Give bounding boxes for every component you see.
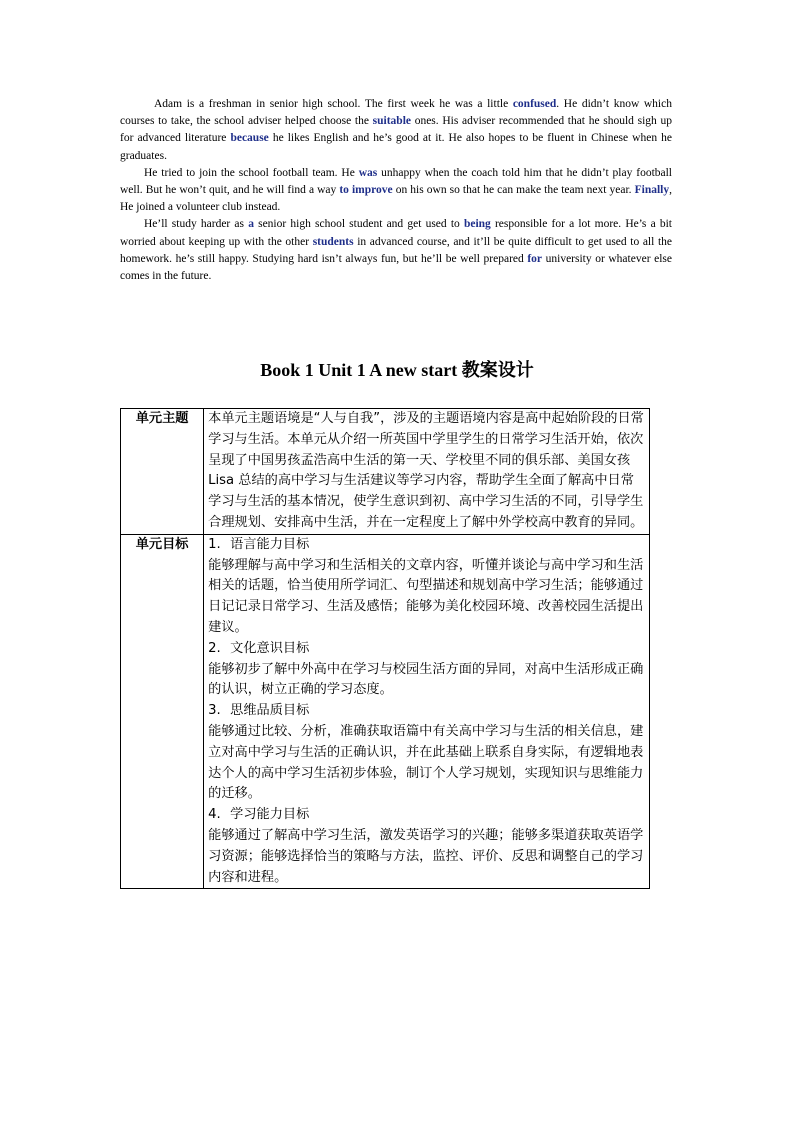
- table-row-goals: [121, 534, 650, 889]
- highlighted-word: to improve: [339, 184, 393, 197]
- passage-text: Adam is a freshman in senior high school. The first week he was a little: [154, 98, 513, 110]
- goal-text: 能够通过比较、分析，准确获取语篇中有关高中学习与生活的相关信息，建立对高中学习与生活的正确认识，并在此基础上联系自身实际，有逻辑地表达个人的高中学习生活初步体验，制订个人学习规划，实现知识与思维能力的迁移。: [208, 723, 644, 802]
- theme-text: 本单元主题语境是“人与自我”，涉及的主题语境内容是高中起始阶段的日常学习与生活。本单元从介绍一所英国中学里学生的日常学习生活开始，依次呈现了中国男孩孟浩高中生活的第一天、学校里不同的俱乐部、美国女孩 Lisa 总结的高中学习与生活建议等学习内容，帮助学生全面了解高中日常学习与生活的基本情况，使学生意识到初、高中学习生活的不同，引导学生合理规划、安排高中生活，并在一定程度上了解中外学校高中教育的异同。: [204, 409, 650, 535]
- goal-heading: 思维品质目标: [230, 703, 310, 719]
- goal-item-4: [208, 805, 645, 888]
- goal-heading: 语言能力目标: [230, 536, 310, 552]
- goal-heading: 文化意识目标: [230, 640, 310, 656]
- goal-item-2: [208, 639, 645, 701]
- passage-paragraph-3: [120, 216, 672, 285]
- passage-text: university or whatever else comes in the future.: [120, 252, 672, 283]
- passage-text: on his own so that he can make the team next year.: [392, 184, 635, 197]
- highlighted-word: students: [312, 235, 354, 248]
- passage-text: . He didn’t know which courses to take, the school adviser helped choose the: [120, 98, 672, 128]
- highlighted-word: Finally: [634, 184, 670, 197]
- goal-item-3: [208, 701, 645, 805]
- passage-text: He tried to join the school football team. He: [144, 166, 359, 179]
- passage-text: senior high school student and get used to: [253, 218, 464, 231]
- goal-number: 3.: [208, 703, 221, 719]
- goal-text: 能够理解与高中学习和生活相关的文章内容，听懂并谈论与高中学习和生活相关的话题，恰当使用所学词汇、句型描述和规划高中学习生活；能够通过日记记录日常学习、生活及感悟；能够为美化校园环境、改善校园生活提出建议。: [208, 557, 644, 635]
- goals-cell: [204, 534, 650, 889]
- highlighted-word: being: [463, 218, 491, 231]
- theme-label: 单元主题: [121, 409, 204, 535]
- lesson-plan-table: [120, 408, 650, 889]
- passage-text: in advanced course, and it’ll be quite difficult to get used to all the homework. he’s still happy. Studying hard isn’t always fun, but he’ll be well prepared: [120, 235, 672, 265]
- highlighted-word: because: [230, 132, 269, 145]
- passage-text: he likes English and he’s good at it. He also hopes to be fluent in Chinese when he graduates.: [120, 132, 672, 162]
- goal-text: 能够通过了解高中学习生活，激发英语学习的兴趣；能够多渠道获取英语学习资源；能够选择恰当的策略与方法，监控、评价、反思和调整自己的学习内容和进程。: [208, 827, 644, 885]
- passage-text: responsible for a lot more. He’s a bit worried about keeping up with the other: [120, 218, 672, 248]
- goal-number: 2.: [208, 640, 221, 656]
- goal-number: 4.: [208, 807, 221, 823]
- passage-text: ones. His adviser recommended that he should sigh up for advanced literature: [120, 115, 672, 145]
- passage-text: He’ll study harder as: [144, 218, 249, 231]
- goal-heading: 学习能力目标: [230, 807, 310, 823]
- highlighted-word: was: [358, 166, 378, 179]
- lesson-plan-title: Book 1 Unit 1 A new start 教案设计: [260, 360, 534, 380]
- goal-item-1: [208, 535, 645, 639]
- goal-text: 能够初步了解中外高中在学习与校园生活方面的异同，对高中生活形成正确的认识，树立正确的学习态度。: [208, 661, 644, 698]
- reading-passage: [120, 96, 672, 285]
- goals-label: 单元目标: [121, 534, 204, 889]
- highlighted-word: for: [527, 252, 543, 265]
- passage-text: unhappy when the coach told him that he didn’t play football well. But he won’t quit, and he will find a way: [120, 166, 673, 197]
- goal-number: 1.: [208, 536, 221, 552]
- passage-text: , He joined a volunteer club instead.: [120, 184, 672, 214]
- passage-paragraph-2: [120, 165, 672, 217]
- table-row-theme: [121, 409, 650, 535]
- highlighted-word: confused: [512, 98, 557, 110]
- highlighted-word: a: [248, 218, 254, 231]
- highlighted-word: suitable: [372, 115, 411, 128]
- passage-paragraph-1: [120, 96, 672, 165]
